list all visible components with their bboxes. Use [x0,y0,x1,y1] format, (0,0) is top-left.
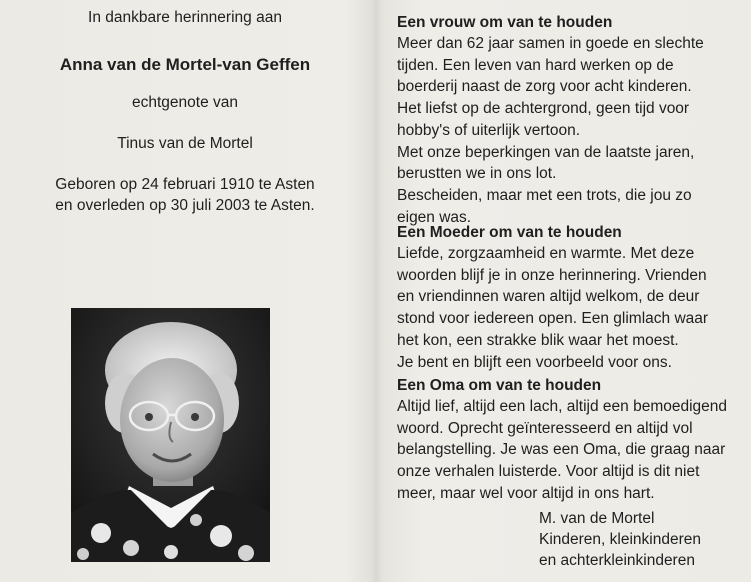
section-text: Altijd lief, altijd een lach, altijd een bemoedigend woord. Oprecht geïnteresseerd en altijd vol belangstelling. Je was een Oma, die graag naar onze verhalen luisterde. Voor altijd is dit niet meer, maar wel voor altijd in ons hart. [397,398,728,502]
signature [539,508,701,571]
section-wife [397,12,751,228]
spouse-name: Tinus van de Mortel [117,135,253,152]
signature-line: M. van de Mortel [539,510,655,527]
spouse-intro: echtgenote van [131,94,238,111]
section-grandmother [397,375,751,505]
section-mother [397,222,751,373]
intro-line: In dankbare herinnering aan [88,9,282,26]
deceased-name: Anna van de Mortel-van Geffen [59,55,311,74]
death-line: en overleden op 30 juli 2003 te Asten. [55,197,315,214]
section-text: Meer dan 62 jaar samen in goede en slechte tijden. Een leven van hard werken op de boerderij naast de zorg voor acht kinderen. Het liefst op de achtergrond, geen tijd voor hobby's of uiterlijk vertoon. Met onze beperkingen van de laatste jaren, berustten we in ons lot. Bescheiden, maar met een trots, die jou zo eigen was. [397,35,704,226]
signature-line: en achterkleinkinderen [539,552,695,569]
birth-line: Geboren op 24 februari 1910 te Asten [55,176,315,193]
section-heading: Een vrouw om van te houden [397,14,613,31]
section-heading: Een Moeder om van te houden [397,224,622,241]
section-text: Liefde, zorgzaamheid en warmte. Met deze woorden blijf je in onze herinnering. Vrienden en vriendinnen waren altijd welkom, de deur stond voor iedereen open. Een glimlach waar het kon, een strakke blik waar het moest. Je bent en blijft een voorbeeld voor ons. [397,245,709,371]
left-page [0,0,370,582]
portrait-illustration [71,308,270,562]
portrait-photo [71,308,270,562]
section-heading: Een Oma om van te houden [397,377,602,394]
right-page [397,0,751,582]
signature-line: Kinderen, kleinkinderen [539,531,701,548]
